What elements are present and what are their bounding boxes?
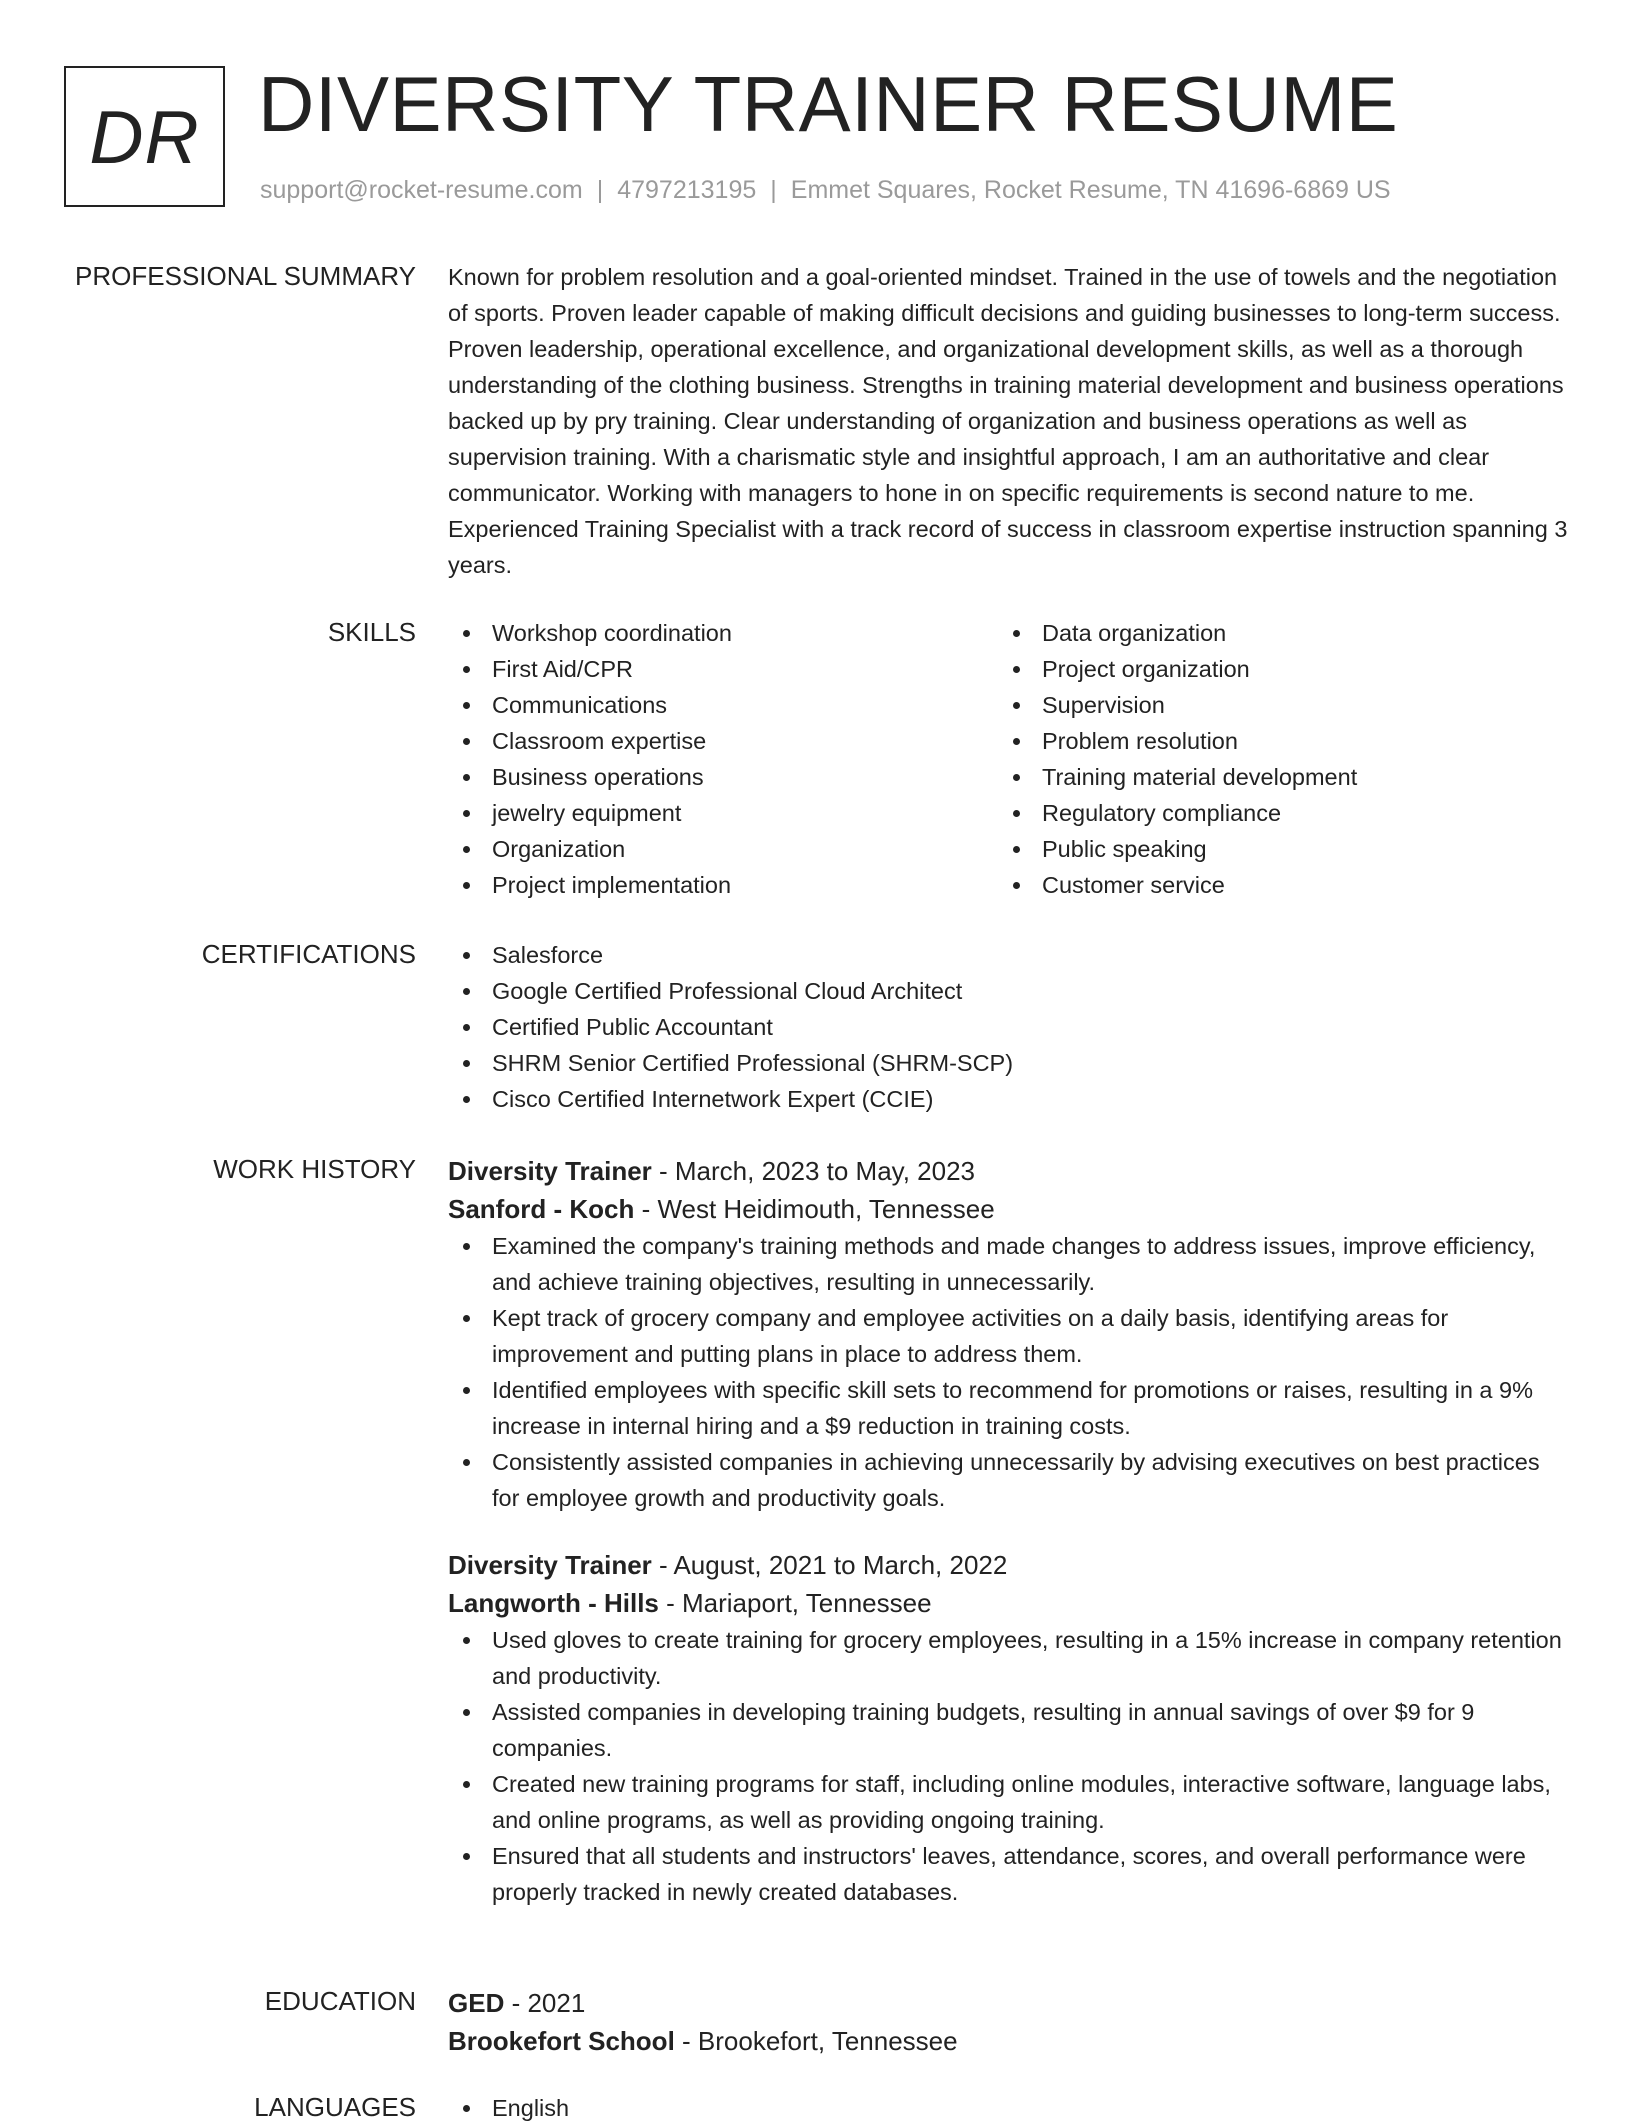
education-degree: GED — [448, 1988, 505, 2018]
job-dates: - August, 2021 to March, 2022 — [651, 1550, 1008, 1580]
skill-item: Public speaking — [998, 831, 1548, 867]
skill-item: Regulatory compliance — [998, 795, 1548, 831]
certifications-list — [448, 937, 1568, 1117]
contact-separator: | — [770, 176, 777, 204]
education-school: Brookefort School — [448, 2026, 675, 2056]
skill-item: Supervision — [998, 687, 1548, 723]
job-title-line — [448, 1546, 1568, 1584]
section-heading-work-history: WORK HISTORY — [213, 1154, 416, 1184]
skills-list-right — [998, 615, 1548, 903]
summary-text: Known for problem resolution and a goal-oriented mindset. Trained in the use of towels and the negotiation of sports. Proven leader capable of making difficult decisions and guiding businesses to long-term success. Proven leadership, operational excellence, and organizational development skills, as well as a thorough understanding of the clothing business. Strengths in training material development and business operations backed up by pry training. Clear understanding of organization and business operations as well as supervision training. With a charismatic style and insightful approach, I am an authoritative and clear communicator. Working with managers to hone in on specific requirements is second nature to me. Experienced Training Specialist with a track record of success in classroom expertise instruction spanning 3 years. — [448, 264, 1568, 578]
section-heading-languages: LANGUAGES — [254, 2092, 416, 2122]
skill-item: Problem resolution — [998, 723, 1548, 759]
skill-item: Training material development — [998, 759, 1548, 795]
certification-item: Google Certified Professional Cloud Architect — [448, 973, 1568, 1009]
job-bullet: Ensured that all students and instructors' leaves, attendance, scores, and overall performance were properly tracked in newly created databases. — [448, 1838, 1568, 1910]
summary-body — [448, 259, 1568, 583]
job-location: - Mariaport, Tennessee — [658, 1588, 932, 1618]
job-company: Langworth - Hills — [448, 1588, 659, 1618]
skill-item: Project organization — [998, 651, 1548, 687]
skill-item: Project implementation — [448, 867, 998, 903]
section-heading-education: EDUCATION — [264, 1986, 416, 2016]
skill-item: Classroom expertise — [448, 723, 998, 759]
skills-body — [448, 615, 1568, 903]
section-heading-skills: SKILLS — [327, 617, 416, 647]
skill-item: jewelry equipment — [448, 795, 998, 831]
job-bullet: Identified employees with specific skill sets to recommend for promotions or raises, resulting in a 9% increase in internal hiring and a $9 reduction in training costs. — [448, 1372, 1568, 1444]
certification-item: Certified Public Accountant — [448, 1009, 1568, 1045]
job-bullet-list — [448, 1622, 1568, 1910]
contact-address: Emmet Squares, Rocket Resume, TN 41696-6869 US — [790, 176, 1391, 204]
certification-item: SHRM Senior Certified Professional (SHRM-SCP) — [448, 1045, 1568, 1081]
job-bullet: Kept track of grocery company and employee activities on a daily basis, identifying areas for improvement and putting plans in place to address them. — [448, 1300, 1568, 1372]
skill-item: Workshop coordination — [448, 615, 998, 651]
job-bullet: Assisted companies in developing training budgets, resulting in annual savings of over $9 for 9 companies. — [448, 1694, 1568, 1766]
education-year: - 2021 — [504, 1988, 586, 2018]
language-item: English — [448, 2090, 1568, 2126]
education-location: - Brookefort, Tennessee — [674, 2026, 958, 2056]
job-title: Diversity Trainer — [448, 1156, 652, 1186]
languages-body — [448, 2090, 1568, 2126]
job-company-line — [448, 1190, 1568, 1228]
contact-separator: | — [596, 176, 604, 204]
skill-item: Communications — [448, 687, 998, 723]
skill-item: Organization — [448, 831, 998, 867]
contact-phone[interactable]: 4797213195 — [617, 176, 757, 204]
skill-item: Business operations — [448, 759, 998, 795]
page-title: DIVERSITY TRAINER RESUME — [258, 60, 1399, 148]
section-heading-summary: PROFESSIONAL SUMMARY — [75, 261, 416, 291]
job-bullet: Consistently assisted companies in achieving unnecessarily by advising executives on best practices for employee growth and productivity goals. — [448, 1444, 1568, 1516]
job-bullet: Used gloves to create training for grocery employees, resulting in a 15% increase in company retention and productivity. — [448, 1622, 1568, 1694]
job-location: - West Heidimouth, Tennessee — [634, 1194, 995, 1224]
work-history-body — [448, 1152, 1568, 1910]
job-entry — [448, 1152, 1568, 1516]
skill-item: Customer service — [998, 867, 1548, 903]
education-school-line — [448, 2022, 1568, 2060]
job-company-line — [448, 1584, 1568, 1622]
job-bullet: Examined the company's training methods and made changes to address issues, improve efficiency, and achieve training objectives, resulting in unnecessarily. — [448, 1228, 1568, 1300]
job-bullet: Created new training programs for staff, including online modules, interactive software, language labs, and online programs, as well as providing ongoing training. — [448, 1766, 1568, 1838]
education-degree-line — [448, 1984, 1568, 2022]
job-entry — [448, 1546, 1568, 1910]
job-dates: - March, 2023 to May, 2023 — [651, 1156, 976, 1186]
languages-list — [448, 2090, 1568, 2126]
skills-list-left — [448, 615, 998, 903]
contact-line — [260, 174, 1391, 206]
job-company: Sanford - Koch — [448, 1194, 635, 1224]
certification-item: Salesforce — [448, 937, 1568, 973]
contact-email[interactable]: support@rocket-resume.com — [260, 176, 583, 204]
education-body — [448, 1984, 1568, 2060]
section-heading-certifications: CERTIFICATIONS — [201, 939, 416, 969]
job-title: Diversity Trainer — [448, 1550, 652, 1580]
job-title-line — [448, 1152, 1568, 1190]
monogram-badge: DR — [64, 66, 225, 207]
skill-item: Data organization — [998, 615, 1548, 651]
skill-item: First Aid/CPR — [448, 651, 998, 687]
certifications-body — [448, 937, 1568, 1117]
certification-item: Cisco Certified Internetwork Expert (CCIE) — [448, 1081, 1568, 1117]
job-bullet-list — [448, 1228, 1568, 1516]
